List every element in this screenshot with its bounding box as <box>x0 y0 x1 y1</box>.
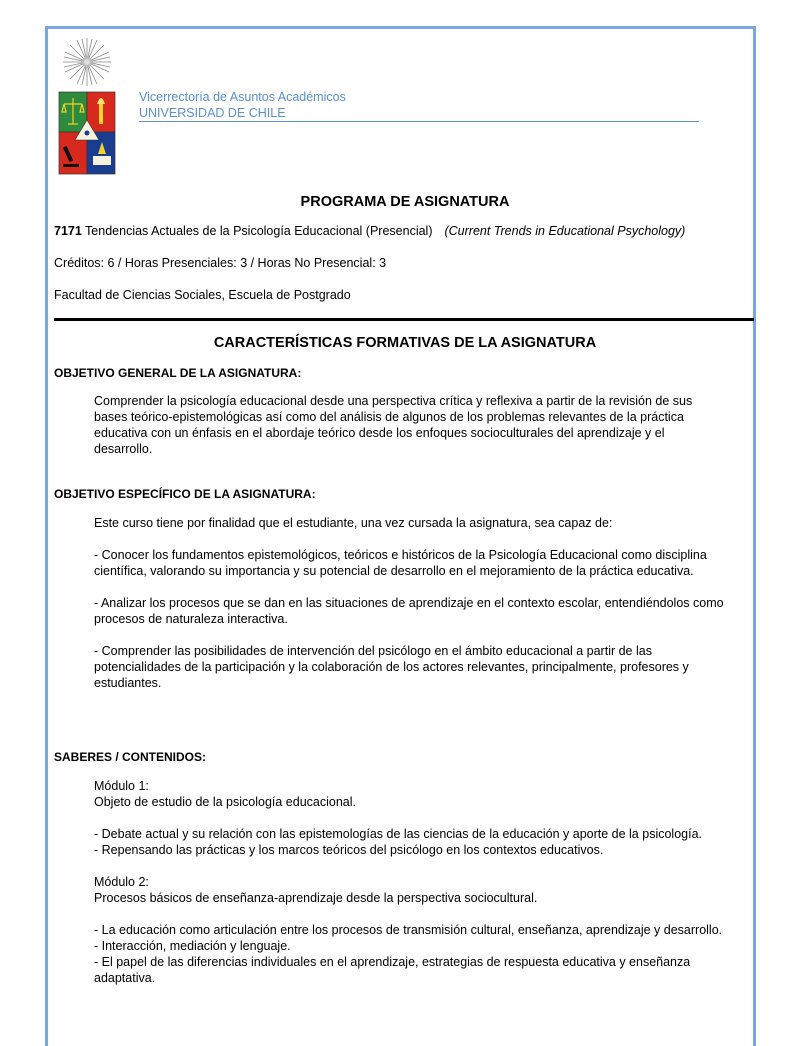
module-item: - Debate actual y su relación con las epistemologías de las ciencias de la educación y aporte de la psicología. <box>94 827 702 841</box>
institution-header <box>139 89 699 121</box>
specific-objective-heading: OBJETIVO ESPECÍFICO DE LA ASIGNATURA: <box>54 487 316 501</box>
section-divider <box>54 318 754 321</box>
institution-name: Vicerrectoría de Asuntos Académicos <box>139 90 346 104</box>
contents-block <box>94 778 724 986</box>
header-rule <box>139 121 699 122</box>
course-name: Tendencias Actuales de la Psicología Educacional (Presencial) <box>81 224 433 238</box>
section-title: CARACTERÍSTICAS FORMATIVAS DE LA ASIGNATURA <box>213 335 597 351</box>
general-objective-text <box>94 393 724 457</box>
course-code: 7171 <box>54 224 82 238</box>
course-english-name: (Current Trends in Educational Psychology) <box>444 224 686 238</box>
module-item: - La educación como articulación entre los procesos de transmisión cultural, enseñanza, aprendizaje y desarrollo. <box>94 923 723 937</box>
course-line <box>54 224 685 238</box>
module-title: Procesos básicos de enseñanza-aprendizaje desde la perspectiva sociocultural. <box>94 891 538 905</box>
specific-objective-item: - Comprender las posibilidades de intervención del psicólogo en el ámbito educacional a partir de las potencialidades de la participación y la colaboración de los actores relevantes, principalmente, profesores y estudiantes. <box>94 644 689 690</box>
module-label: Módulo 2: <box>94 875 149 889</box>
credits-line: Créditos: 6 / Horas Presenciales: 3 / Horas No Presencial: 3 <box>54 256 387 270</box>
module-item: - Interacción, mediación y lenguaje. <box>94 939 291 953</box>
module-label: Módulo 1: <box>94 779 149 793</box>
module-title: Objeto de estudio de la psicología educacional. <box>94 795 356 809</box>
general-objective-heading: OBJETIVO GENERAL DE LA ASIGNATURA: <box>54 366 302 380</box>
faculty-line: Facultad de Ciencias Sociales, Escuela de Postgrado <box>54 288 351 302</box>
university-name: UNIVERSIDAD DE CHILE <box>139 106 286 120</box>
document-title: PROGRAMA DE ASIGNATURA <box>300 194 510 210</box>
specific-objective-intro: Este curso tiene por finalidad que el estudiante, una vez cursada la asignatura, sea capaz de: <box>94 516 613 530</box>
specific-objective-item: - Conocer los fundamentos epistemológicos, teóricos e históricos de la Psicología Educacional como disciplina científica, valorando su importancia y su potencial de desarrollo en el mejoramiento de la práctica educativa. <box>94 548 707 578</box>
specific-objective-item: - Analizar los procesos que se dan en las situaciones de aprendizaje en el contexto escolar, entendiéndolos como procesos de naturaleza interactiva. <box>94 596 724 626</box>
module-item: - Repensando las prácticas y los marcos teóricos del psicólogo en los contextos educativos. <box>94 843 604 857</box>
contents-heading: SABERES / CONTENIDOS: <box>54 750 207 764</box>
university-crest-logo <box>57 36 117 178</box>
general-objective-paragraph: Comprender la psicología educacional desde una perspectiva crítica y reflexiva a partir de la revisión de sus bases teórico-epistemológicas así como del análisis de algunos de los problemas relevantes de la práctica educativa con un énfasis en el abordaje teórico desde los enfoques socioculturales del aprendizaje y el desarrollo. <box>94 394 693 456</box>
module-item: - El papel de las diferencias individuales en el aprendizaje, estrategias de respuesta educativa y enseñanza adaptativa. <box>94 955 691 985</box>
specific-objective-block <box>94 515 724 691</box>
